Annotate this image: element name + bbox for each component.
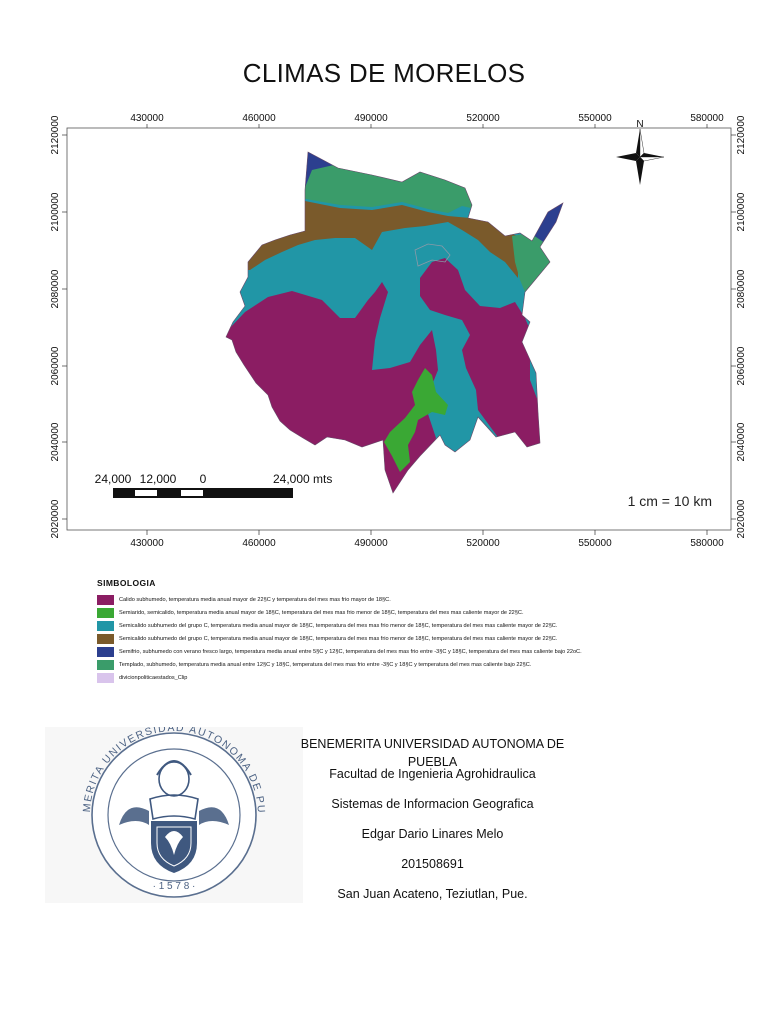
x-tick-bottom-4: 520000 xyxy=(466,538,500,549)
y-axis-right xyxy=(731,115,747,538)
legend-item xyxy=(97,606,737,619)
buap-seal-icon xyxy=(45,727,303,903)
author-name: Edgar Dario Linares Melo xyxy=(361,827,504,841)
y-tick-left-1: 2120000 xyxy=(50,115,61,155)
y-tick-left-4: 2060000 xyxy=(50,346,61,386)
y-tick-right-6: 2020000 xyxy=(736,499,747,539)
legend-label: Semicalido subhumedo del grupo C, temperatura media anual mayor de 18§C, temperatura del mes mas frio menor de 18§C, temperatura del mes mas caliente mayor de 22§C. xyxy=(119,635,558,642)
zone-semifrio-east xyxy=(530,195,570,243)
legend-item xyxy=(97,671,737,684)
legend xyxy=(97,578,737,684)
x-tick-bottom-3: 490000 xyxy=(354,538,388,549)
legend-label: Semifrio, subhumedo con verano fresco largo, temperatura media anual entre 5§C y 12§C, temperatura del mes mas frio entre -3§C y 18§C, temperatura del mes mas caliente bajo 22oC. xyxy=(119,648,582,655)
university-name: BENEMERITA UNIVERSIDAD AUTONOMA DE PUEBLA xyxy=(300,737,565,769)
scale-bar xyxy=(95,472,333,498)
y-tick-right-5: 2040000 xyxy=(736,422,747,462)
location: San Juan Acateno, Teziutlan, Pue. xyxy=(337,887,528,901)
legend-label: Semiarido, semicalido, temperatura media anual mayor de 18§C, temperatura del mes mas frio menor de 18§C, temperatura del mes mas caliente mayor de 22§C. xyxy=(119,609,524,616)
seal-year: · 1 5 7 8 · xyxy=(152,881,196,892)
student-id: 201508691 xyxy=(401,857,464,871)
legend-item xyxy=(97,632,737,645)
course-name: Sistemas de Informacion Geografica xyxy=(331,797,534,811)
faculty-name: Facultad de Ingenieria Agrohidraulica xyxy=(329,767,536,781)
y-axis-left xyxy=(50,115,67,538)
seal-ring-text: MERITA UNIVERSIDAD AUTONOMA DE PU xyxy=(80,727,268,815)
y-tick-left-3: 2080000 xyxy=(50,269,61,309)
legend-label: Calido subhumedo, temperatura media anual mayor de 22§C y temperatura del mes mas frio mayor de 18§C. xyxy=(119,596,391,603)
x-axis-top xyxy=(130,113,724,128)
x-tick-bottom-6: 580000 xyxy=(690,538,724,549)
x-tick-top-4: 520000 xyxy=(466,113,500,124)
y-tick-left-6: 2020000 xyxy=(50,499,61,539)
legend-swatch xyxy=(97,595,114,605)
y-tick-left-5: 2040000 xyxy=(50,422,61,462)
x-tick-top-2: 460000 xyxy=(242,113,276,124)
legend-item xyxy=(97,593,737,606)
legend-swatch xyxy=(97,621,114,631)
scale-label-12000: 12,000 xyxy=(139,472,177,486)
legend-swatch xyxy=(97,634,114,644)
y-tick-right-4: 2060000 xyxy=(736,346,747,386)
x-tick-top-5: 550000 xyxy=(578,113,612,124)
x-tick-bottom-1: 430000 xyxy=(130,538,164,549)
y-tick-right-2: 2100000 xyxy=(736,192,747,232)
scale-label-0: 0 xyxy=(199,472,207,486)
legend-item xyxy=(97,645,737,658)
legend-title: SIMBOLOGIA xyxy=(97,578,156,588)
scale-label-24000: 24,000 xyxy=(94,472,132,486)
x-tick-top-3: 490000 xyxy=(354,113,388,124)
y-tick-right-1: 2120000 xyxy=(736,115,747,155)
x-tick-bottom-5: 550000 xyxy=(578,538,612,549)
zone-templado xyxy=(200,140,480,213)
x-tick-top-6: 580000 xyxy=(690,113,724,124)
legend-swatch xyxy=(97,647,114,657)
scale-label-24000-mts: 24,000 mts xyxy=(273,472,333,486)
x-axis-bottom xyxy=(130,530,724,549)
legend-label: Templado, subhumedo, temperatura media anual entre 12§C y 18§C, temperatura del mes mas frio entre -3§C y 18§C y temperatura del mes mas caliente bajo 22§C. xyxy=(119,661,532,668)
legend-swatch xyxy=(97,608,114,618)
legend-item xyxy=(97,658,737,671)
university-seal-panel xyxy=(45,727,303,903)
legend-swatch xyxy=(97,673,114,683)
legend-label: divicionpoliticaestados_Clip xyxy=(119,674,188,681)
x-tick-bottom-2: 460000 xyxy=(242,538,276,549)
legend-label: Semicalido subhumedo del grupo C, temperatura media anual mayor de 18§C, temperatura del mes mas frio menor de 18§C, temperatura del mes mas caliente mayor de 22§C. xyxy=(119,622,558,629)
map-title: CLIMAS DE MORELOS xyxy=(242,58,526,88)
legend-item xyxy=(97,619,737,632)
institution-info xyxy=(300,735,565,915)
y-tick-right-3: 2080000 xyxy=(736,269,747,309)
climate-zones xyxy=(200,140,580,510)
legend-swatch xyxy=(97,660,114,670)
north-arrow-icon xyxy=(616,119,664,185)
north-label: N xyxy=(636,119,644,130)
x-tick-top-1: 430000 xyxy=(130,113,164,124)
scale-text: 1 cm = 10 km xyxy=(627,493,712,509)
y-tick-left-2: 2100000 xyxy=(50,192,61,232)
